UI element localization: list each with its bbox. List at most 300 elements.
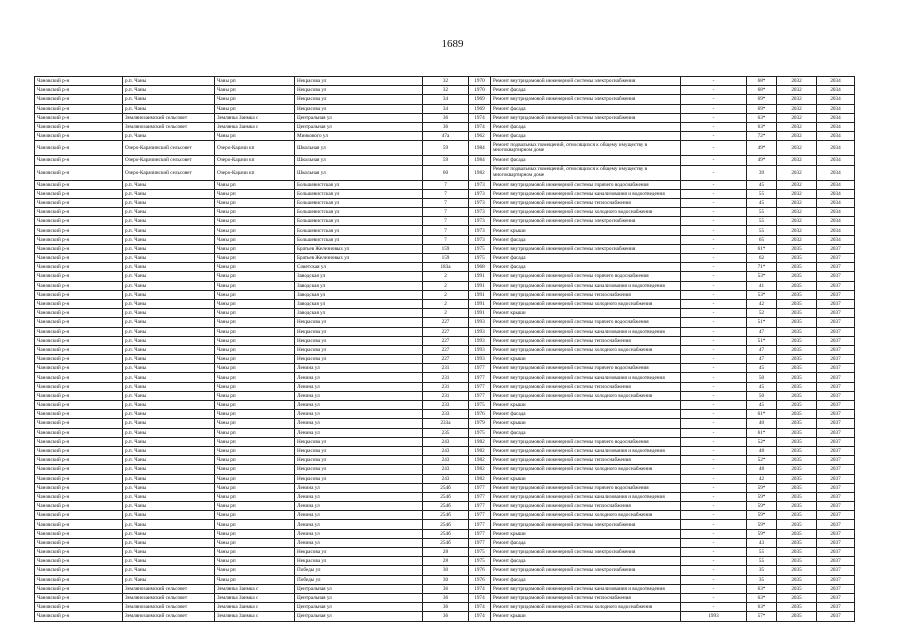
build-year-cell: 1977 bbox=[469, 373, 491, 382]
wear-percent-cell: 53* bbox=[747, 272, 777, 281]
table-row bbox=[35, 86, 855, 95]
house-number-cell: 2 bbox=[423, 309, 469, 318]
build-year-cell: 1969 bbox=[469, 104, 491, 113]
house-number-cell: 32 bbox=[423, 77, 469, 86]
locality-cell: Чаны рп bbox=[215, 86, 295, 95]
house-number-cell: 28 bbox=[423, 548, 469, 557]
street-cell: Ленина ул bbox=[295, 511, 423, 520]
last-repair-year-cell: - bbox=[681, 113, 747, 122]
settlement-cell: Землянозаимский сельсовет bbox=[123, 113, 215, 122]
last-repair-year-cell: - bbox=[681, 217, 747, 226]
build-year-cell: 1991 bbox=[469, 281, 491, 290]
plan-end-cell: 2037 bbox=[817, 391, 855, 400]
house-number-cell: 233 bbox=[423, 401, 469, 410]
plan-start-cell: 2035 bbox=[777, 603, 817, 612]
street-cell: Ленина ул bbox=[295, 391, 423, 400]
locality-cell: Чаны рп bbox=[215, 529, 295, 538]
last-repair-year-cell: - bbox=[681, 309, 747, 318]
street-cell: Большевистская ул bbox=[295, 235, 423, 244]
plan-start-cell: 2035 bbox=[777, 593, 817, 602]
wear-percent-cell: 63* bbox=[747, 113, 777, 122]
build-year-cell: 1977 bbox=[469, 391, 491, 400]
locality-cell: Землянка Заимка с bbox=[215, 593, 295, 602]
work-type-cell: Ремонт фасада bbox=[491, 538, 681, 547]
plan-start-cell: 2035 bbox=[777, 391, 817, 400]
wear-percent-cell: 50 bbox=[747, 391, 777, 400]
table-row bbox=[35, 104, 855, 113]
district-cell: Чановский р-н bbox=[35, 529, 123, 538]
locality-cell: Чаны рп bbox=[215, 208, 295, 217]
work-type-cell: Ремонт внутридомовой инженерной системы холодного водоснабжения bbox=[491, 465, 681, 474]
plan-end-cell: 2037 bbox=[817, 382, 855, 391]
district-cell: Чановский р-н bbox=[35, 198, 123, 207]
wear-percent-cell: 61* bbox=[747, 410, 777, 419]
last-repair-year-cell: - bbox=[681, 189, 747, 198]
table-row bbox=[35, 290, 855, 299]
house-number-cell: 231 bbox=[423, 382, 469, 391]
house-number-cell: 243 bbox=[423, 465, 469, 474]
wear-percent-cell: 41 bbox=[747, 281, 777, 290]
work-type-cell: Ремонт фасада bbox=[491, 254, 681, 263]
house-number-cell: 233 bbox=[423, 410, 469, 419]
work-type-cell: Ремонт внутридомовой инженерной системы холодного водоснабжения bbox=[491, 345, 681, 354]
last-repair-year-cell: - bbox=[681, 419, 747, 428]
district-cell: Чановский р-н bbox=[35, 483, 123, 492]
house-number-cell: 2 bbox=[423, 272, 469, 281]
locality-cell: Чаны рп bbox=[215, 410, 295, 419]
house-number-cell: 227 bbox=[423, 336, 469, 345]
plan-end-cell: 2037 bbox=[817, 603, 855, 612]
plan-end-cell: 2037 bbox=[817, 446, 855, 455]
settlement-cell: р.п. Чаны bbox=[123, 575, 215, 584]
settlement-cell: р.п. Чаны bbox=[123, 566, 215, 575]
settlement-cell: р.п. Чаны bbox=[123, 86, 215, 95]
build-year-cell: 1973 bbox=[469, 198, 491, 207]
wear-percent-cell: 47 bbox=[747, 355, 777, 364]
plan-start-cell: 2035 bbox=[777, 446, 817, 455]
work-type-cell: Ремонт крыши bbox=[491, 529, 681, 538]
plan-start-cell: 2035 bbox=[777, 309, 817, 318]
last-repair-year-cell: - bbox=[681, 180, 747, 189]
street-cell: Некрасова ул bbox=[295, 437, 423, 446]
last-repair-year-cell: - bbox=[681, 437, 747, 446]
work-type-cell: Ремонт крыши bbox=[491, 612, 681, 621]
work-type-cell: Ремонт крыши bbox=[491, 309, 681, 318]
table-row bbox=[35, 401, 855, 410]
build-year-cell: 1982 bbox=[469, 437, 491, 446]
last-repair-year-cell: - bbox=[681, 132, 747, 141]
plan-start-cell: 2035 bbox=[777, 456, 817, 465]
locality-cell: Чаны рп bbox=[215, 575, 295, 584]
wear-percent-cell: 52 bbox=[747, 309, 777, 318]
wear-percent-cell: 57* bbox=[747, 612, 777, 621]
locality-cell: Чаны рп bbox=[215, 217, 295, 226]
work-type-cell: Ремонт внутридомовой инженерной системы горячего водоснабжения bbox=[491, 437, 681, 446]
plan-start-cell: 2035 bbox=[777, 244, 817, 253]
district-cell: Чановский р-н bbox=[35, 263, 123, 272]
street-cell: Большевистская ул bbox=[295, 226, 423, 235]
street-cell: Большевистская ул bbox=[295, 198, 423, 207]
table-row bbox=[35, 502, 855, 511]
build-year-cell: 1975 bbox=[469, 428, 491, 437]
wear-percent-cell: 62 bbox=[747, 254, 777, 263]
street-cell: Советская ул bbox=[295, 263, 423, 272]
plan-end-cell: 2037 bbox=[817, 410, 855, 419]
plan-start-cell: 2032 bbox=[777, 235, 817, 244]
build-year-cell: 1979 bbox=[469, 419, 491, 428]
last-repair-year-cell: - bbox=[681, 557, 747, 566]
street-cell: Заводская ул bbox=[295, 299, 423, 308]
wear-percent-cell: 51* bbox=[747, 318, 777, 327]
settlement-cell: р.п. Чаны bbox=[123, 355, 215, 364]
build-year-cell: 1974 bbox=[469, 584, 491, 593]
table-row bbox=[35, 226, 855, 235]
locality-cell: Чаны рп bbox=[215, 557, 295, 566]
district-cell: Чановский р-н bbox=[35, 511, 123, 520]
work-type-cell: Ремонт фасада bbox=[491, 86, 681, 95]
settlement-cell: р.п. Чаны bbox=[123, 244, 215, 253]
plan-end-cell: 2037 bbox=[817, 299, 855, 308]
build-year-cell: 1975 bbox=[469, 548, 491, 557]
locality-cell: Чаны рп bbox=[215, 401, 295, 410]
house-number-cell: 7 bbox=[423, 198, 469, 207]
plan-end-cell: 2037 bbox=[817, 272, 855, 281]
table-row bbox=[35, 410, 855, 419]
district-cell: Чановский р-н bbox=[35, 86, 123, 95]
district-cell: Чановский р-н bbox=[35, 189, 123, 198]
locality-cell: Чаны рп bbox=[215, 465, 295, 474]
street-cell: Ленина ул bbox=[295, 373, 423, 382]
settlement-cell: Землянозаимский сельсовет bbox=[123, 584, 215, 593]
table-row bbox=[35, 254, 855, 263]
plan-end-cell: 2037 bbox=[817, 612, 855, 621]
plan-end-cell: 2037 bbox=[817, 263, 855, 272]
work-type-cell: Ремонт внутридомовой инженерной системы канализования и водоотведения bbox=[491, 281, 681, 290]
house-number-cell: 235 bbox=[423, 428, 469, 437]
last-repair-year-cell: - bbox=[681, 355, 747, 364]
build-year-cell: 1974 bbox=[469, 122, 491, 131]
street-cell: Ленина ул bbox=[295, 428, 423, 437]
district-cell: Чановский р-н bbox=[35, 446, 123, 455]
settlement-cell: р.п. Чаны bbox=[123, 520, 215, 529]
street-cell: Некрасова ул bbox=[295, 86, 423, 95]
house-number-cell: 231 bbox=[423, 364, 469, 373]
wear-percent-cell: 53* bbox=[747, 290, 777, 299]
district-cell: Чановский р-н bbox=[35, 548, 123, 557]
settlement-cell: Озеро-Карачинский сельсовет bbox=[123, 165, 215, 180]
plan-start-cell: 2035 bbox=[777, 373, 817, 382]
plan-end-cell: 2034 bbox=[817, 217, 855, 226]
house-number-cell: 233а bbox=[423, 419, 469, 428]
house-number-cell: 34 bbox=[423, 95, 469, 104]
work-type-cell: Ремонт внутридомовой инженерной системы электроснабжения bbox=[491, 520, 681, 529]
table-row bbox=[35, 235, 855, 244]
house-number-cell: 34 bbox=[423, 104, 469, 113]
wear-percent-cell: 55 bbox=[747, 557, 777, 566]
plan-end-cell: 2034 bbox=[817, 77, 855, 86]
wear-percent-cell: 59* bbox=[747, 492, 777, 501]
street-cell: Ленина ул bbox=[295, 382, 423, 391]
street-cell: Ленина ул bbox=[295, 529, 423, 538]
plan-end-cell: 2034 bbox=[817, 156, 855, 165]
plan-start-cell: 2035 bbox=[777, 254, 817, 263]
locality-cell: Чаны рп bbox=[215, 428, 295, 437]
last-repair-year-cell: 1993 bbox=[681, 612, 747, 621]
work-type-cell: Ремонт внутридомовой инженерной системы электроснабжения bbox=[491, 217, 681, 226]
last-repair-year-cell: - bbox=[681, 456, 747, 465]
build-year-cell: 1975 bbox=[469, 254, 491, 263]
work-type-cell: Ремонт внутридомовой инженерной системы электроснабжения bbox=[491, 95, 681, 104]
wear-percent-cell: 40 bbox=[747, 419, 777, 428]
plan-start-cell: 2032 bbox=[777, 141, 817, 156]
table-row bbox=[35, 77, 855, 86]
settlement-cell: р.п. Чаны bbox=[123, 391, 215, 400]
table-row bbox=[35, 612, 855, 621]
last-repair-year-cell: - bbox=[681, 165, 747, 180]
house-number-cell: 36 bbox=[423, 603, 469, 612]
house-number-cell: 36 bbox=[423, 612, 469, 621]
street-cell: Школьная ул bbox=[295, 165, 423, 180]
wear-percent-cell: 65 bbox=[747, 235, 777, 244]
locality-cell: Чаны рп bbox=[215, 391, 295, 400]
plan-start-cell: 2032 bbox=[777, 226, 817, 235]
wear-percent-cell: 45 bbox=[747, 401, 777, 410]
build-year-cell: 1975 bbox=[469, 401, 491, 410]
locality-cell: Чаны рп bbox=[215, 318, 295, 327]
plan-start-cell: 2035 bbox=[777, 502, 817, 511]
street-cell: Заводская ул bbox=[295, 272, 423, 281]
locality-cell: Землянка Заимка с bbox=[215, 603, 295, 612]
plan-end-cell: 2034 bbox=[817, 95, 855, 104]
last-repair-year-cell: - bbox=[681, 603, 747, 612]
wear-percent-cell: 63* bbox=[747, 122, 777, 131]
table-row bbox=[35, 529, 855, 538]
table-row bbox=[35, 345, 855, 354]
house-number-cell: 36 bbox=[423, 122, 469, 131]
table-row bbox=[35, 391, 855, 400]
plan-end-cell: 2037 bbox=[817, 520, 855, 529]
street-cell: Некрасова ул bbox=[295, 345, 423, 354]
district-cell: Чановский р-н bbox=[35, 355, 123, 364]
plan-end-cell: 2037 bbox=[817, 437, 855, 446]
settlement-cell: р.п. Чаны bbox=[123, 529, 215, 538]
table-row bbox=[35, 584, 855, 593]
plan-start-cell: 2035 bbox=[777, 548, 817, 557]
last-repair-year-cell: - bbox=[681, 208, 747, 217]
wear-percent-cell: 59* bbox=[747, 483, 777, 492]
work-type-cell: Ремонт крыши bbox=[491, 419, 681, 428]
work-type-cell: Ремонт внутридомовой инженерной системы холодного водоснабжения bbox=[491, 603, 681, 612]
work-type-cell: Ремонт внутридомовой инженерной системы теплоснабжения bbox=[491, 290, 681, 299]
locality-cell: Землянка Заимка с bbox=[215, 113, 295, 122]
street-cell: Большевистская ул bbox=[295, 208, 423, 217]
district-cell: Чановский р-н bbox=[35, 318, 123, 327]
street-cell: Некрасова ул bbox=[295, 95, 423, 104]
plan-end-cell: 2037 bbox=[817, 465, 855, 474]
work-type-cell: Ремонт внутридомовой инженерной системы холодного водоснабжения bbox=[491, 299, 681, 308]
build-year-cell: 1973 bbox=[469, 208, 491, 217]
last-repair-year-cell: - bbox=[681, 198, 747, 207]
street-cell: Некрасова ул bbox=[295, 327, 423, 336]
work-type-cell: Ремонт внутридомовой инженерной системы канализования и водоотведения bbox=[491, 492, 681, 501]
last-repair-year-cell: - bbox=[681, 318, 747, 327]
settlement-cell: Озеро-Карачинский сельсовет bbox=[123, 141, 215, 156]
plan-start-cell: 2035 bbox=[777, 492, 817, 501]
wear-percent-cell: 68* bbox=[747, 77, 777, 86]
last-repair-year-cell: - bbox=[681, 290, 747, 299]
district-cell: Чановский р-н bbox=[35, 520, 123, 529]
wear-percent-cell: 45 bbox=[747, 198, 777, 207]
plan-start-cell: 2032 bbox=[777, 208, 817, 217]
build-year-cell: 1982 bbox=[469, 474, 491, 483]
plan-start-cell: 2032 bbox=[777, 180, 817, 189]
build-year-cell: 1975 bbox=[469, 244, 491, 253]
work-type-cell: Ремонт внутридомовой инженерной системы горячего водоснабжения bbox=[491, 364, 681, 373]
street-cell: Некрасова ул bbox=[295, 77, 423, 86]
district-cell: Чановский р-н bbox=[35, 557, 123, 566]
district-cell: Чановский р-н bbox=[35, 373, 123, 382]
settlement-cell: р.п. Чаны bbox=[123, 77, 215, 86]
locality-cell: Чаны рп bbox=[215, 263, 295, 272]
locality-cell: Чаны рп bbox=[215, 226, 295, 235]
street-cell: Большевистская ул bbox=[295, 189, 423, 198]
table-row bbox=[35, 373, 855, 382]
build-year-cell: 1991 bbox=[469, 299, 491, 308]
table-row bbox=[35, 309, 855, 318]
build-year-cell: 1976 bbox=[469, 410, 491, 419]
street-cell: Заводская ул bbox=[295, 290, 423, 299]
street-cell: Некрасова ул bbox=[295, 318, 423, 327]
locality-cell: Чаны рп bbox=[215, 456, 295, 465]
district-cell: Чановский р-н bbox=[35, 226, 123, 235]
district-cell: Чановский р-н bbox=[35, 474, 123, 483]
settlement-cell: р.п. Чаны bbox=[123, 327, 215, 336]
last-repair-year-cell: - bbox=[681, 575, 747, 584]
settlement-cell: р.п. Чаны bbox=[123, 465, 215, 474]
house-number-cell: 36 bbox=[423, 593, 469, 602]
work-type-cell: Ремонт внутридомовой инженерной системы теплоснабжения bbox=[491, 593, 681, 602]
plan-end-cell: 2037 bbox=[817, 502, 855, 511]
table-row bbox=[35, 180, 855, 189]
plan-end-cell: 2037 bbox=[817, 566, 855, 575]
plan-end-cell: 2037 bbox=[817, 575, 855, 584]
district-cell: Чановский р-н bbox=[35, 290, 123, 299]
locality-cell: Чаны рп bbox=[215, 336, 295, 345]
build-year-cell: 1991 bbox=[469, 290, 491, 299]
last-repair-year-cell: - bbox=[681, 226, 747, 235]
wear-percent-cell: 50 bbox=[747, 373, 777, 382]
plan-end-cell: 2037 bbox=[817, 492, 855, 501]
build-year-cell: 1973 bbox=[469, 180, 491, 189]
locality-cell: Чаны рп bbox=[215, 327, 295, 336]
plan-end-cell: 2034 bbox=[817, 141, 855, 156]
house-number-cell: 7 bbox=[423, 217, 469, 226]
build-year-cell: 1969 bbox=[469, 95, 491, 104]
house-number-cell: 60 bbox=[423, 165, 469, 180]
district-cell: Чановский р-н bbox=[35, 593, 123, 602]
work-type-cell: Ремонт внутридомовой инженерной системы канализования и водоотведения bbox=[491, 373, 681, 382]
locality-cell: Чаны рп bbox=[215, 364, 295, 373]
wear-percent-cell: 35 bbox=[747, 575, 777, 584]
build-year-cell: 1970 bbox=[469, 77, 491, 86]
last-repair-year-cell: - bbox=[681, 548, 747, 557]
settlement-cell: р.п. Чаны bbox=[123, 437, 215, 446]
locality-cell: Чаны рп bbox=[215, 104, 295, 113]
last-repair-year-cell: - bbox=[681, 465, 747, 474]
work-type-cell: Ремонт крыши bbox=[491, 226, 681, 235]
plan-end-cell: 2037 bbox=[817, 290, 855, 299]
district-cell: Чановский р-н bbox=[35, 180, 123, 189]
plan-start-cell: 2032 bbox=[777, 104, 817, 113]
house-number-cell: 2 bbox=[423, 290, 469, 299]
wear-percent-cell: 51* bbox=[747, 336, 777, 345]
last-repair-year-cell: - bbox=[681, 483, 747, 492]
house-number-cell: 30 bbox=[423, 566, 469, 575]
build-year-cell: 1993 bbox=[469, 318, 491, 327]
build-year-cell: 1977 bbox=[469, 483, 491, 492]
work-type-cell: Ремонт фасада bbox=[491, 263, 681, 272]
settlement-cell: р.п. Чаны bbox=[123, 95, 215, 104]
table-row bbox=[35, 189, 855, 198]
build-year-cell: 1968 bbox=[469, 263, 491, 272]
work-type-cell: Ремонт крыши bbox=[491, 355, 681, 364]
street-cell: Центральная ул bbox=[295, 593, 423, 602]
plan-start-cell: 2035 bbox=[777, 612, 817, 621]
build-year-cell: 1991 bbox=[469, 272, 491, 281]
build-year-cell: 1976 bbox=[469, 566, 491, 575]
street-cell: Братьев Железновых ул bbox=[295, 254, 423, 263]
table-row bbox=[35, 575, 855, 584]
locality-cell: Чаны рп bbox=[215, 345, 295, 354]
plan-start-cell: 2035 bbox=[777, 382, 817, 391]
locality-cell: Чаны рп bbox=[215, 132, 295, 141]
plan-end-cell: 2037 bbox=[817, 345, 855, 354]
street-cell: Центральная ул bbox=[295, 122, 423, 131]
street-cell: Центральная ул bbox=[295, 113, 423, 122]
wear-percent-cell: 63* bbox=[747, 603, 777, 612]
plan-start-cell: 2035 bbox=[777, 318, 817, 327]
wear-percent-cell: 69* bbox=[747, 95, 777, 104]
plan-end-cell: 2037 bbox=[817, 364, 855, 373]
plan-end-cell: 2034 bbox=[817, 189, 855, 198]
settlement-cell: р.п. Чаны bbox=[123, 217, 215, 226]
settlement-cell: р.п. Чаны bbox=[123, 226, 215, 235]
street-cell: Ленина ул bbox=[295, 410, 423, 419]
work-type-cell: Ремонт крыши bbox=[491, 401, 681, 410]
plan-start-cell: 2032 bbox=[777, 165, 817, 180]
house-number-cell: 2 bbox=[423, 281, 469, 290]
table-row bbox=[35, 511, 855, 520]
wear-percent-cell: 55 bbox=[747, 217, 777, 226]
settlement-cell: р.п. Чаны bbox=[123, 104, 215, 113]
street-cell: Центральная ул bbox=[295, 584, 423, 593]
build-year-cell: 1977 bbox=[469, 502, 491, 511]
house-number-cell: 254б bbox=[423, 483, 469, 492]
house-number-cell: 32 bbox=[423, 86, 469, 95]
table-row bbox=[35, 355, 855, 364]
locality-cell: Чаны рп bbox=[215, 502, 295, 511]
locality-cell: Чаны рп bbox=[215, 355, 295, 364]
plan-start-cell: 2032 bbox=[777, 122, 817, 131]
house-number-cell: 159 bbox=[423, 244, 469, 253]
street-cell: Некрасова ул bbox=[295, 104, 423, 113]
work-type-cell: Ремонт внутридомовой инженерной системы канализования и водоотведения bbox=[491, 327, 681, 336]
build-year-cell: 1993 bbox=[469, 327, 491, 336]
table-row bbox=[35, 217, 855, 226]
last-repair-year-cell: - bbox=[681, 492, 747, 501]
build-year-cell: 1977 bbox=[469, 382, 491, 391]
last-repair-year-cell: - bbox=[681, 299, 747, 308]
